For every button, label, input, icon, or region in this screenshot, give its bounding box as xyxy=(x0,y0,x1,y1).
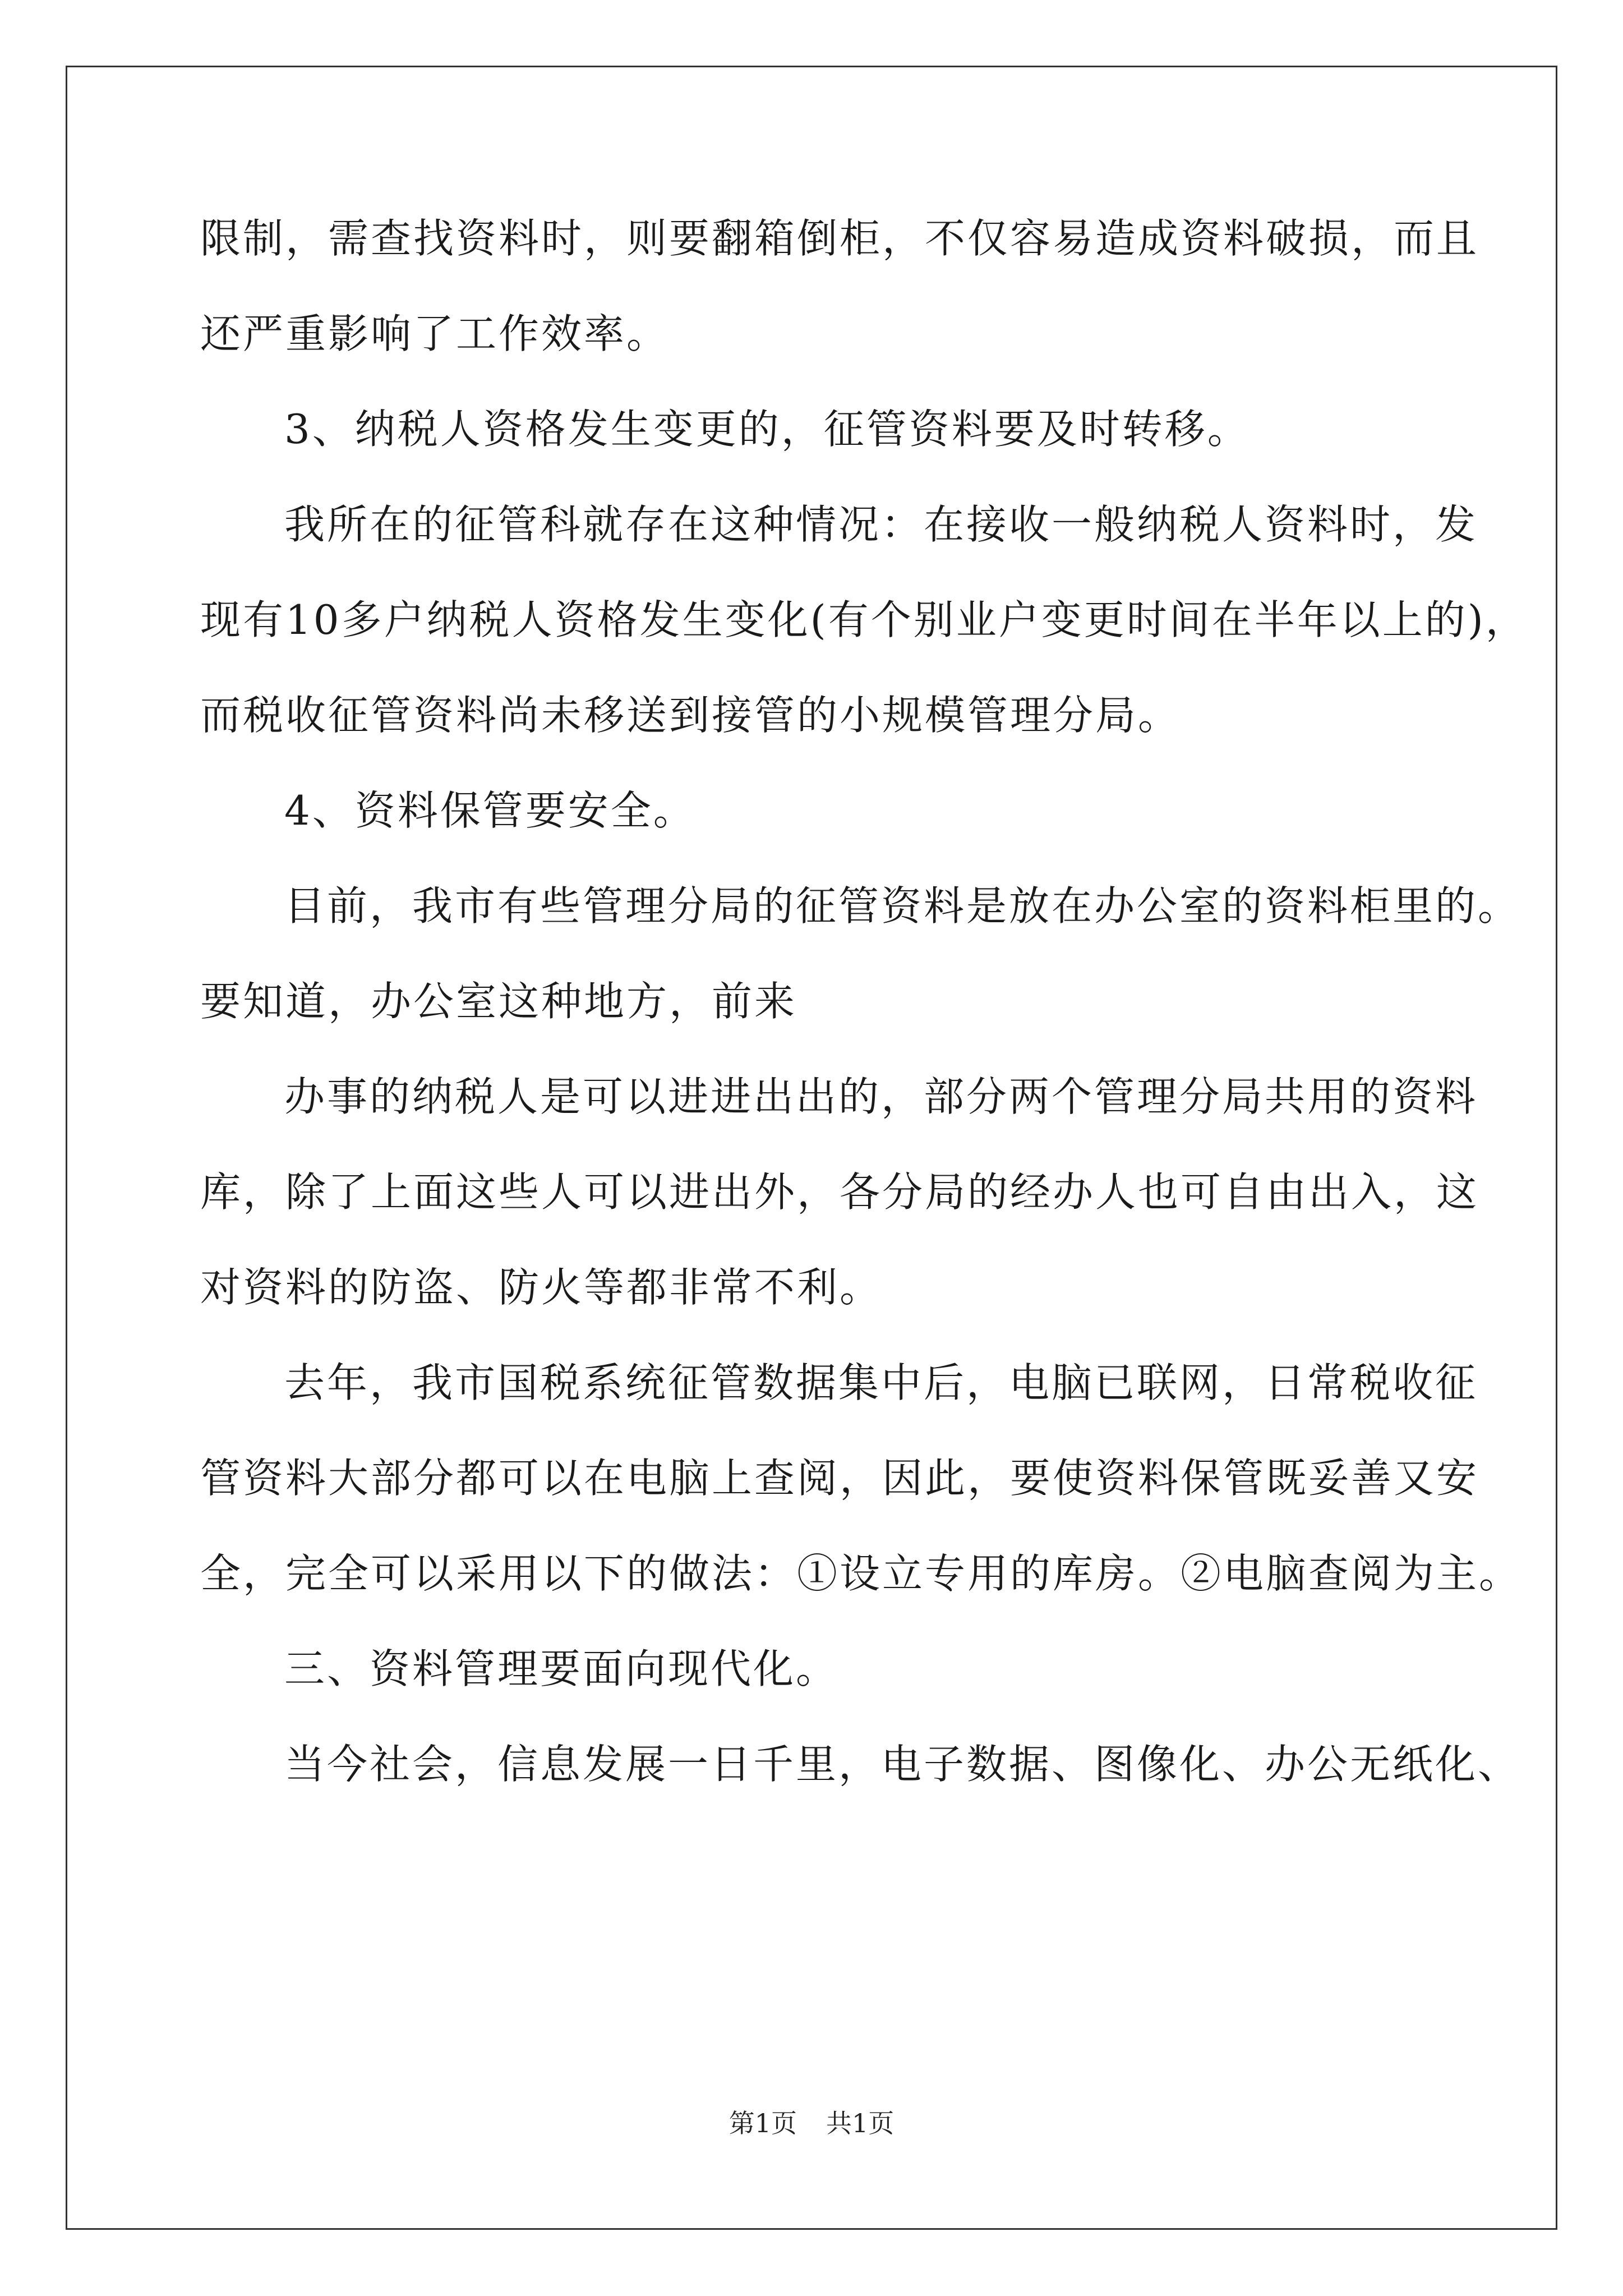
text-line: 现有10多户纳税人资格发生变化(有个别业户变更时间在半年以上的)， xyxy=(200,596,1528,643)
text-line: 当今社会，信息发展一日千里，电子数据、图像化、办公无纸化、 xyxy=(284,1741,1521,1788)
text-line: 而税收征管资料尚未移送到接管的小规模管理分局。 xyxy=(200,692,1181,739)
text-line: 4、资料保管要安全。 xyxy=(284,787,696,834)
page-total: 共1页 xyxy=(826,2108,895,2138)
text-line: 去年，我市国税系统征管数据集中后，电脑已联网，日常税收征 xyxy=(284,1359,1478,1406)
text-line: 要知道，办公室这种地方，前来 xyxy=(200,978,797,1025)
text-line: 办事的纳税人是可以进进出出的，部分两个管理分局共用的资料 xyxy=(284,1073,1478,1120)
page-number: 第1页 xyxy=(728,2108,797,2138)
text-line: 目前，我市有些管理分局的征管资料是放在办公室的资料柜里的。 xyxy=(284,882,1521,930)
text-line: 三、资料管理要面向现代化。 xyxy=(284,1645,839,1692)
document-body xyxy=(200,191,1528,1812)
text-line: 限制，需查找资料时，则要翻箱倒柜，不仅容易造成资料破损，而且 xyxy=(200,215,1479,262)
text-line: 对资料的防盗、防火等都非常不利。 xyxy=(200,1264,883,1311)
text-line: 库，除了上面这些人可以进出外，各分局的经办人也可自由出入，这 xyxy=(200,1168,1479,1216)
text-line: 全，完全可以采用以下的做法：①设立专用的库房。②电脑查阅为主。 xyxy=(200,1550,1522,1597)
text-line: 还严重影响了工作效率。 xyxy=(200,310,670,357)
text-line: 3、纳税人资格发生变更的，征管资料要及时转移。 xyxy=(284,406,1250,453)
text-line: 管资料大部分都可以在电脑上查阅，因此，要使资料保管既妥善又安 xyxy=(200,1455,1479,1502)
page-footer xyxy=(0,2106,1623,2140)
text-line: 我所在的征管科就存在这种情况：在接收一般纳税人资料时，发 xyxy=(284,501,1478,548)
